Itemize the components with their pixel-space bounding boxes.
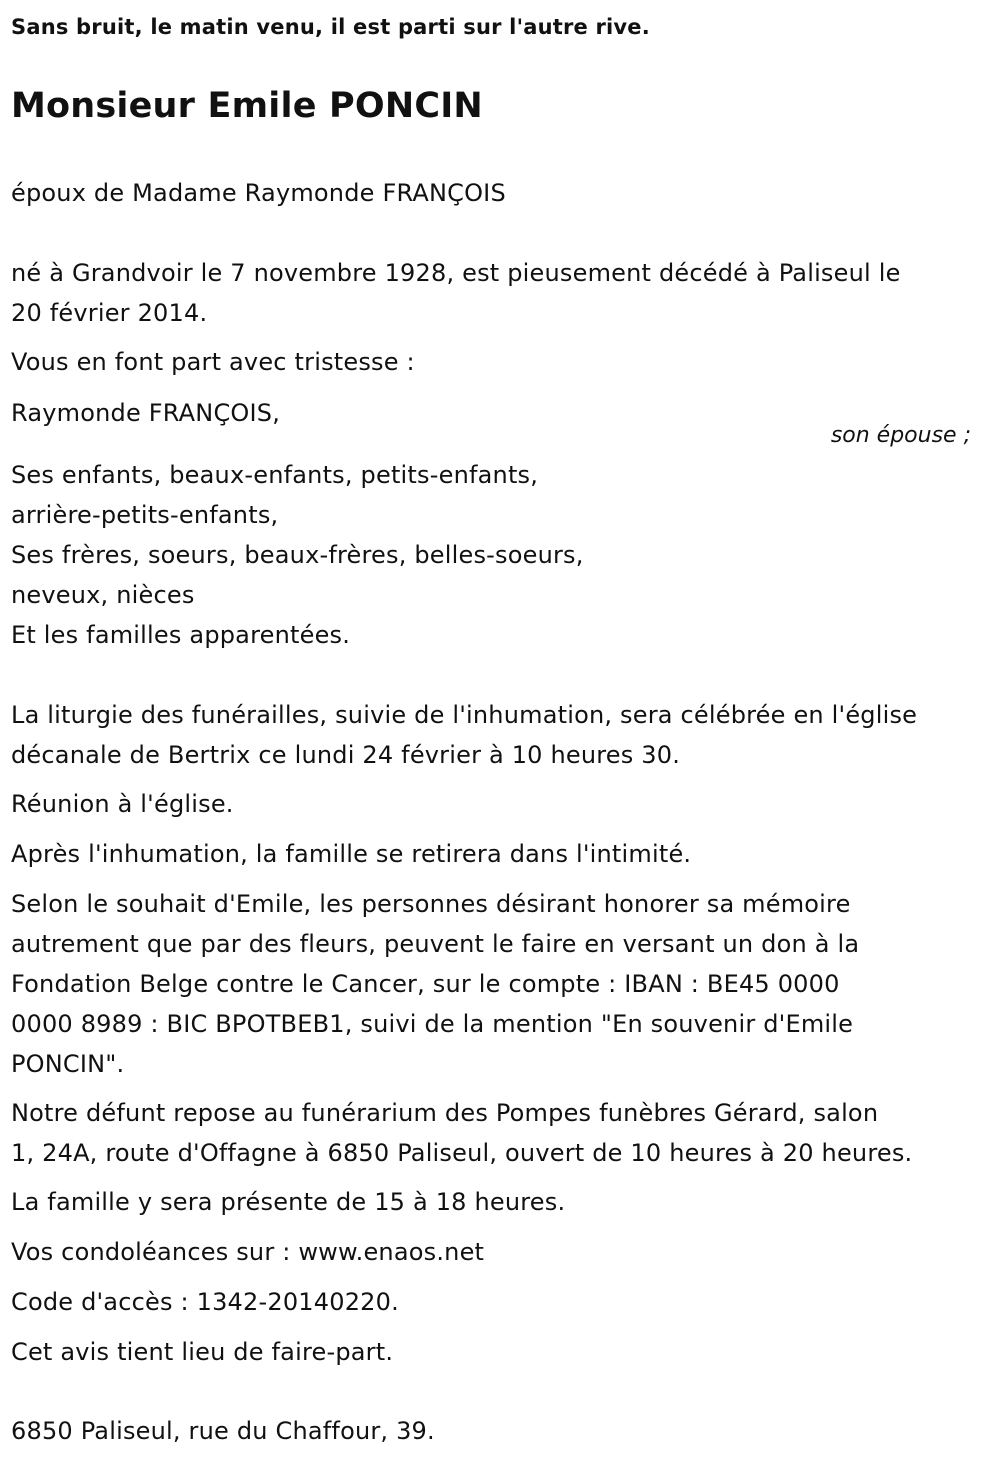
mourner-spouse: Raymonde FRANÇOIS, [11, 399, 281, 427]
mourner-spouse-role: son épouse ; [830, 423, 971, 448]
funerarium-line-1: Notre défunt repose au funérarium des Pompes funèbres Gérard, salon [11, 1099, 879, 1127]
spouse-line: époux de Madame Raymonde FRANÇOIS [11, 179, 506, 207]
meeting-line: Réunion à l'église. [11, 790, 234, 818]
after-burial-line: Après l'inhumation, la famille se retirera dans l'intimité. [11, 840, 692, 868]
announcement-intro: Vous en font part avec tristesse : [11, 348, 415, 376]
birth-death-line-2: 20 février 2014. [11, 299, 208, 327]
donation-line-2: autrement que par des fleurs, peuvent le faire en versant un don à la [11, 930, 860, 958]
funerarium-line-2: 1, 24A, route d'Offagne à 6850 Paliseul, ouvert de 10 heures à 20 heures. [11, 1139, 913, 1167]
faire-part-line: Cet avis tient lieu de faire-part. [11, 1338, 394, 1366]
donation-line-5: PONCIN". [11, 1050, 125, 1078]
mourner-line-5: Et les familles apparentées. [11, 621, 351, 649]
opening-quote: Sans bruit, le matin venu, il est parti sur l'autre rive. [11, 15, 650, 39]
mourner-line-3: Ses frères, soeurs, beaux-frères, belles-soeurs, [11, 541, 584, 569]
access-code-line: Code d'accès : 1342-20140220. [11, 1288, 399, 1316]
family-presence-line: La famille y sera présente de 15 à 18 heures. [11, 1188, 566, 1216]
birth-death-line-1: né à Grandvoir le 7 novembre 1928, est pieusement décédé à Paliseul le [11, 259, 901, 287]
liturgy-line-2: décanale de Bertrix ce lundi 24 février à 10 heures 30. [11, 741, 681, 769]
donation-line-1: Selon le souhait d'Emile, les personnes désirant honorer sa mémoire [11, 890, 851, 918]
mourner-line-4: neveux, nièces [11, 581, 195, 609]
condolences-line: Vos condoléances sur : www.enaos.net [11, 1238, 485, 1266]
donation-line-3: Fondation Belge contre le Cancer, sur le compte : IBAN : BE45 0000 [11, 970, 840, 998]
liturgy-line-1: La liturgie des funérailles, suivie de l'inhumation, sera célébrée en l'église [11, 701, 918, 729]
address-line: 6850 Paliseul, rue du Chaffour, 39. [11, 1417, 435, 1445]
mourner-line-2: arrière-petits-enfants, [11, 501, 279, 529]
mourner-line-1: Ses enfants, beaux-enfants, petits-enfants, [11, 461, 539, 489]
donation-line-4: 0000 8989 : BIC BPOTBEB1, suivi de la mention "En souvenir d'Emile [11, 1010, 854, 1038]
deceased-name: Monsieur Emile PONCIN [11, 86, 483, 126]
